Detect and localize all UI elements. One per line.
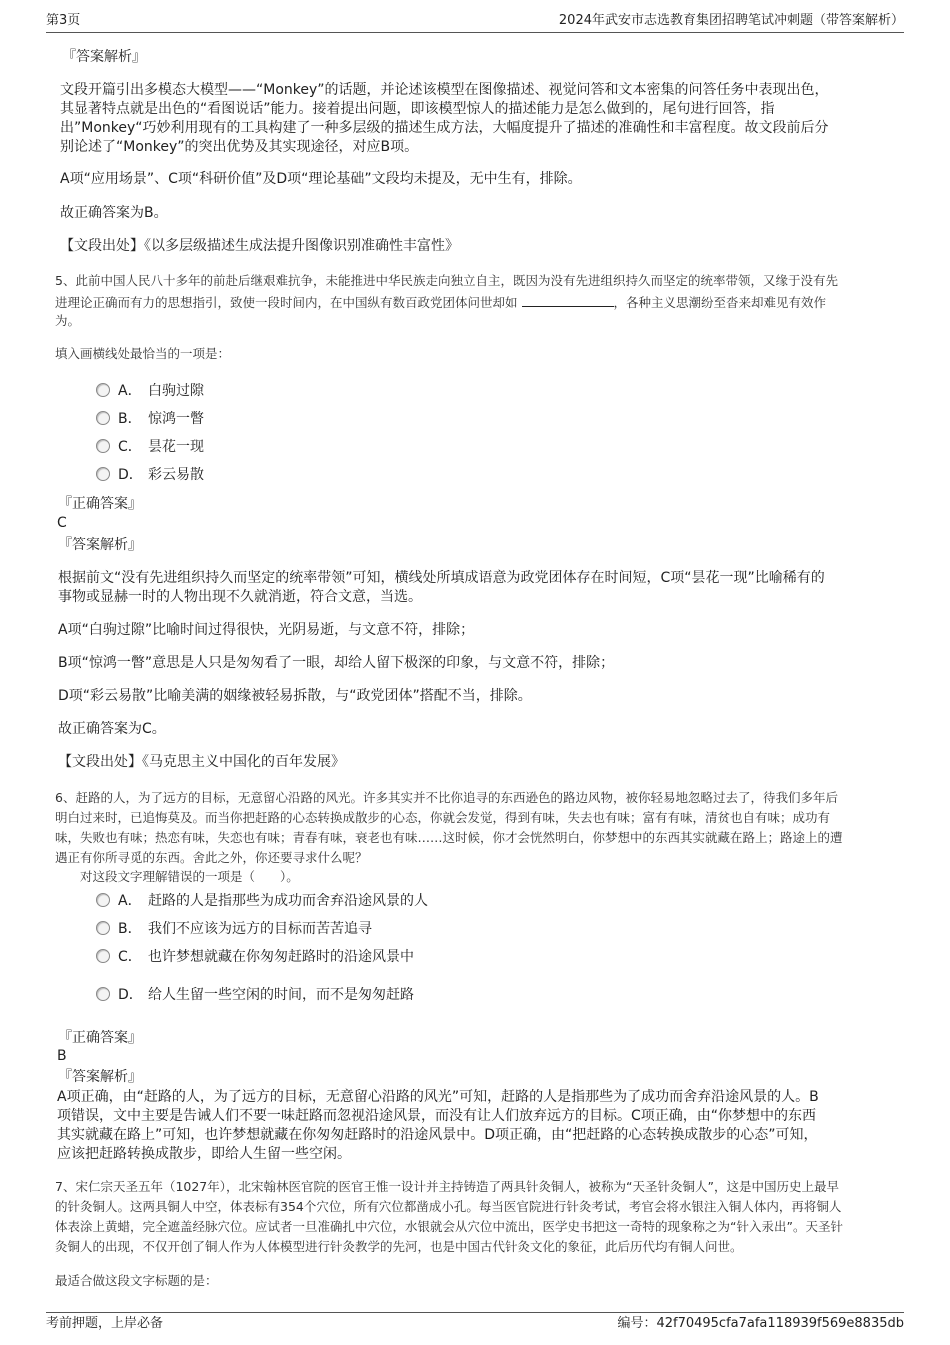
- option-text: 昙花一现: [148, 439, 204, 455]
- q4-source: 【文段出处】《以多层级描述生成法提升图像识别准确性丰富性》: [60, 238, 459, 254]
- q5-stem-text: ，各种主义思潮纷至沓来却难见有效作: [613, 295, 827, 310]
- radio-button-icon[interactable]: [96, 383, 110, 397]
- q6-prompt: 对这段文字理解错误的一项是（ ）。: [80, 869, 299, 884]
- q5-explain-a: A项“白驹过隙”比喻时间过得很快，光阴易逝，与文意不符，排除；: [58, 622, 475, 638]
- q7-stem-line: 体表涂上黄蜡，完全遮盖经脉穴位。应试者一旦准确扎中穴位，水银就会从穴位中流出，医学史书把这一奇特的现象称之为“针入汞出”。天圣针: [55, 1219, 843, 1234]
- q7-prompt: 最适合做这段文字标题的是：: [55, 1273, 218, 1288]
- q6-stem-line: 6、赶路的人，为了远方的目标，无意留心沿路的风光。许多其实并不比你追寻的东西逊色的路边风物，被你轻易地忽略过去了，待我们多年后: [55, 790, 838, 805]
- q6-analysis-line: A项正确，由“赶路的人，为了远方的目标，无意留心沿路的风光”可知，赶路的人是指那些为了成功而舍弃沿途风景的人。B: [57, 1089, 819, 1105]
- q5-explain-b: B项“惊鸿一瞥”意思是人只是匆匆看了一眼，却给人留下极深的印象，与文意不符，排除；: [58, 655, 615, 671]
- radio-button-icon[interactable]: [96, 411, 110, 425]
- option-letter: B．: [118, 411, 142, 427]
- q5-conclusion: 故正确答案为C。: [58, 721, 166, 737]
- q6-answer: B: [57, 1048, 67, 1064]
- radio-button-icon[interactable]: [96, 921, 110, 935]
- q5-explain-d: D项“彩云易散”比喻美满的姻缘被轻易拆散，与“政党团体”搭配不当，排除。: [58, 688, 532, 704]
- q5-stem-line: 5、此前中国人民八十多年的前赴后继艰难抗争，未能推进中华民族走向独立自主，既因为没有先进组织持久而坚定的统率带领，又缘于没有先: [55, 273, 838, 288]
- q5-analysis-line: 根据前文“没有先进组织持久而坚定的统率带领”可知，横线处所填成语意为政党团体存在时间短，C项“昙花一现”比喻稀有的: [58, 570, 825, 586]
- q4-conclusion: 故正确答案为B。: [60, 205, 168, 221]
- option-text: 惊鸿一瞥: [148, 411, 204, 427]
- radio-button-icon[interactable]: [96, 439, 110, 453]
- q5-stem-line: [55, 292, 826, 312]
- option-text: 也许梦想就藏在你匆匆赶路时的沿途风景中: [148, 949, 414, 965]
- q6-analysis-line: 应该把赶路转换成散步，即给人生留一些空闲。: [57, 1146, 351, 1162]
- q6-analysis-line: 项错误，文中主要是告诫人们不要一味赶路而忽视沿途风景，而没有让人们放弃远方的目标。C项正确，由“你梦想中的东西: [57, 1108, 817, 1124]
- q6-stem-line: 遇正有你所寻觅的东西。舍此之外，你还要寻求什么呢？: [55, 850, 368, 865]
- q4-analysis-line: 出”Monkey“巧妙利用现有的工具构建了一种多层级的描述生成方法，大幅度提升了描述的准确性和丰富程度。故文段前后分: [60, 120, 829, 136]
- footer-slogan: 考前押题，上岸必备: [46, 1316, 164, 1331]
- option-text: 给人生留一些空闲的时间，而不是匆匆赶路: [148, 987, 414, 1003]
- q6-analysis-label: 『答案解析』: [58, 1069, 142, 1085]
- option-letter: C．: [118, 439, 142, 455]
- option-letter: C．: [118, 949, 142, 965]
- q5-source: 【文段出处】《马克思主义中国化的百年发展》: [58, 754, 345, 770]
- page-header: [46, 10, 904, 33]
- page-footer: [46, 1312, 904, 1333]
- q5-analysis-line: 事物或显赫一时的人物出现不久就消逝，符合文意，当选。: [58, 589, 422, 605]
- q5-answer: C: [57, 515, 67, 531]
- radio-button-icon[interactable]: [96, 893, 110, 907]
- option-text: 赶路的人是指那些为成功而舍弃沿途风景的人: [148, 893, 428, 909]
- option-text: 彩云易散: [148, 467, 204, 483]
- radio-button-icon[interactable]: [96, 987, 110, 1001]
- q5-option-a[interactable]: [96, 380, 204, 402]
- q7-stem-line: 7、宋仁宗天圣五年（1027年），北宋翰林医官院的医官王惟一设计并主持铸造了两具针灸铜人，被称为“天圣针灸铜人”，这是中国历史上最早: [55, 1179, 839, 1194]
- q5-analysis-label: 『答案解析』: [58, 537, 142, 553]
- q5-stem-text: 进理论正确而有力的思想指引，致使一段时间内，在中国纵有数百政党团体问世却如: [55, 295, 518, 310]
- option-letter: A．: [118, 893, 142, 909]
- q5-answer-label: 『正确答案』: [58, 496, 142, 512]
- fill-blank-line: [522, 292, 614, 307]
- q5-stem-line: 为。: [55, 313, 81, 328]
- q7-stem-line: 的针灸铜人。这两具铜人中空，体表标有354个穴位，所有穴位都凿成小孔。每当医官院进行针灸考试，考官会将水银注入铜人体内，再将铜人: [55, 1199, 842, 1214]
- option-text: 我们不应该为远方的目标而苦苦追寻: [148, 921, 372, 937]
- q6-stem-line: 明白过来时，已追悔莫及。而当你把赶路的心态转换成散步的心态，你就会发觉，得到有味，失去也有味；富有有味，清贫也自有味；成功有: [55, 810, 831, 825]
- q5-option-b[interactable]: [96, 408, 204, 430]
- q5-prompt: 填入画横线处最恰当的一项是：: [55, 346, 231, 361]
- radio-button-icon[interactable]: [96, 949, 110, 963]
- q4-analysis-line: 其显著特点就是出色的“看图说话”能力。接着提出问题，即该模型惊人的描述能力是怎么做到的，尾句进行回答，指: [60, 101, 775, 117]
- q6-answer-label: 『正确答案』: [58, 1030, 142, 1046]
- document-title: 2024年武安市志选教育集团招聘笔试冲刺题（带答案解析）: [558, 13, 904, 28]
- option-letter: B．: [118, 921, 142, 937]
- page-number: 第3页: [46, 13, 81, 28]
- option-letter: D．: [118, 987, 143, 1003]
- q4-analysis-line: 文段开篇引出多模态大模型——“Monkey”的话题，并论述该模型在图像描述、视觉问答和文本密集的问答任务中表现出色，: [60, 82, 829, 98]
- q5-option-d[interactable]: [96, 464, 204, 486]
- code-value: 42f70495cfa7afa118939f569e8835db: [656, 1316, 904, 1331]
- q4-analysis-label: 『答案解析』: [62, 49, 146, 65]
- q6-option-c[interactable]: [96, 946, 414, 968]
- option-text: 白驹过隙: [148, 383, 204, 399]
- code-label: 编号：: [617, 1316, 657, 1331]
- option-letter: A．: [118, 383, 142, 399]
- q6-option-a[interactable]: [96, 890, 428, 912]
- radio-button-icon[interactable]: [96, 467, 110, 481]
- option-letter: D．: [118, 467, 143, 483]
- q6-analysis-line: 其实就藏在路上”可知，也许梦想就藏在你匆匆赶路时的沿途风景中。D项正确，由“把赶路的心态转换成散步的心态”可知，: [57, 1127, 818, 1143]
- q6-option-d[interactable]: [96, 984, 414, 1006]
- q4-analysis-line: 别论述了“Monkey”的突出优势及其实现途径，对应B项。: [60, 139, 419, 155]
- q4-exclude-text: A项“应用场景”、C项“科研价值”及D项“理论基础”文段均未提及，无中生有，排除。: [60, 171, 582, 187]
- q6-option-b[interactable]: [96, 918, 372, 940]
- q6-stem-line: 味，失败也有味；热恋有味，失恋也有味；青春有味，衰老也有味……这时候，你才会恍然明白，你梦想中的东西其实就藏在路上；路途上的遭: [55, 830, 843, 845]
- document-code: [617, 1314, 904, 1334]
- q5-option-c[interactable]: [96, 436, 204, 458]
- q7-stem-line: 灸铜人的出现，不仅开创了铜人作为人体模型进行针灸教学的先河，也是中国古代针灸文化的象征，此后历代均有铜人问世。: [55, 1239, 743, 1254]
